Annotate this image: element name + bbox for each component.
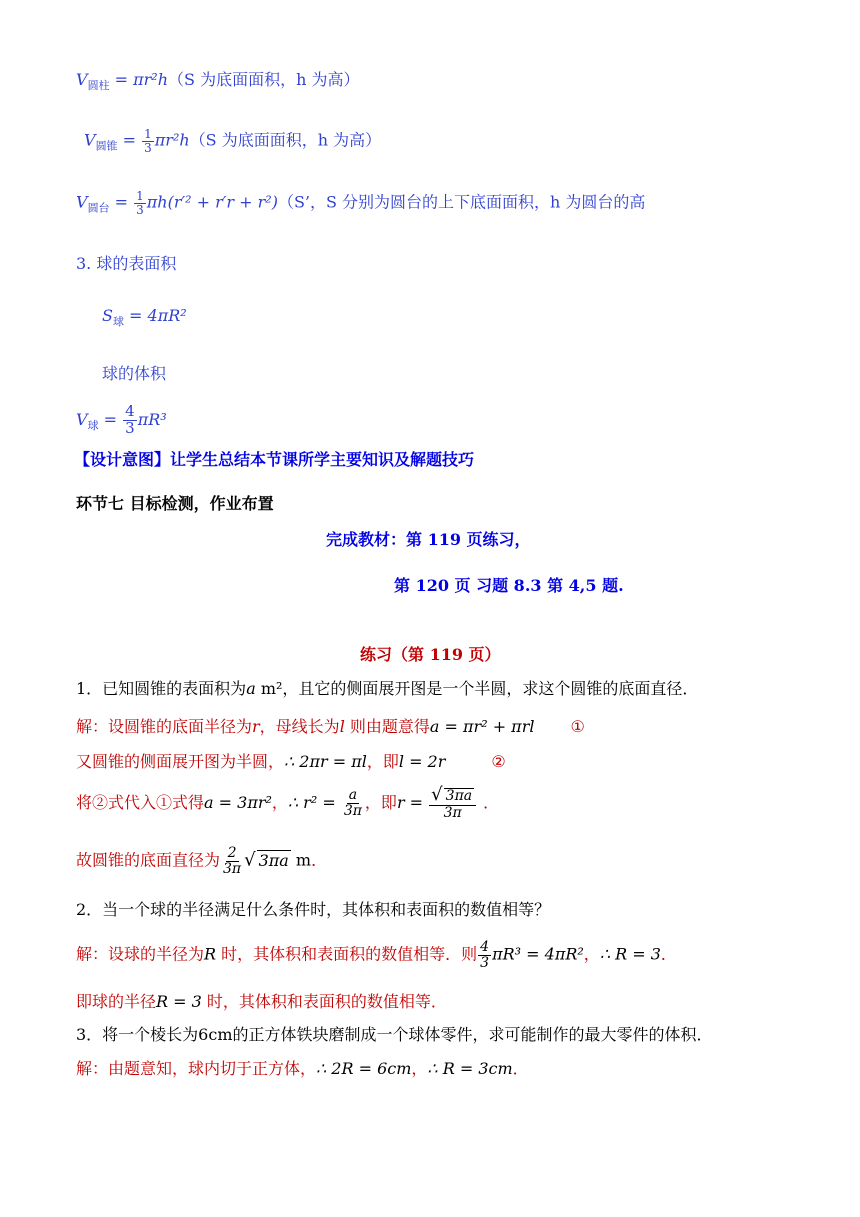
one-third-fraction [134,190,146,216]
design-intent: 【设计意图】让学生总结本节课所学主要知识及解题技巧 [74,450,475,469]
solution-text: ， [583,944,600,964]
equation-tag: ① [570,717,585,736]
equals-sign: = [98,409,123,429]
solution-text: ， [411,1059,428,1078]
fraction-numerator: 2 [227,845,237,861]
cylinder-volume-symbol: V [76,70,88,89]
frustum-volume-expression: πh(r′² + r′r + r²) [146,192,278,212]
equals-sign: = [109,192,134,212]
fraction-denominator: 3 [125,418,135,437]
sphere-volume-formula [76,404,167,437]
equation: ∴ r² = [287,792,341,812]
fraction-numerator: 4 [480,939,490,955]
q2-solution-step-2 [76,992,447,1011]
solution-text: ，即 [366,752,399,771]
fraction-denominator: 3π [223,860,242,877]
solution-text: 解：设球的半径为 [76,944,205,964]
cone-volume-expression: πr²h [154,130,190,150]
equation: ∴ R = 3cm [427,1059,513,1078]
cone-volume-symbol: V [84,130,96,150]
sphere-subscript: 球 [87,418,99,432]
exercise-title: 练习（第 119 页） [360,645,501,664]
q1-solution-step-3 [76,786,499,821]
fraction [221,846,243,876]
fraction-numerator: 1 [144,127,152,141]
question-text: ，且它的侧面展开图是一个半圆，求这个圆锥的底面直径． [282,679,699,698]
equation: ∴ 2πr = πl [284,752,367,771]
solution-text: ， [271,792,288,812]
q2-solution-step-1 [76,940,677,970]
equation: ∴ 2R = 6cm [316,1059,412,1078]
question-3: 3．将一个棱长为6cm的正方体铁块磨制成一个球体零件，求可能制作的最大零件的体积． [76,1025,713,1044]
equation: a = πr² + πrl [429,717,535,736]
equation: a = 3πr² [204,792,272,812]
q1-solution-step-4 [76,846,327,876]
fraction-denominator: 3 [480,954,490,971]
solution-text: ，母线长为 [259,717,340,736]
sphere-area-expression: = 4πR² [123,306,187,325]
question-1 [76,679,698,698]
equation-tag: ② [491,752,506,771]
sphere-volume-label: 球的体积 [102,364,167,383]
fraction [342,788,364,818]
sphere-volume-expression: πR³ [137,409,167,429]
sphere-subscript: 球 [112,315,124,328]
fraction-denominator: 3 [136,202,144,217]
four-thirds-fraction [123,404,137,437]
cone-subscript: 圆锥 [95,139,118,153]
equals-sign: = [117,130,142,150]
fraction-denominator: 3π [343,802,362,819]
section-seven-heading: 环节七 目标检测，作业布置 [76,494,274,513]
sphere-area-symbol: S [102,306,113,325]
sphere-area-heading: 3. 球的表面积 [76,254,177,273]
period: ． [483,792,500,812]
solution-text: 时，其体积和表面积的数值相等．则 [216,944,478,964]
solution-text: 时，其体积和表面积的数值相等． [201,992,447,1011]
fraction-numerator: 1 [136,189,144,203]
cone-note: （S 为底面面积，h 为高） [189,130,382,150]
fraction-numerator: a [348,787,358,804]
math-var: r [252,717,260,736]
frustum-volume-symbol: V [76,192,88,212]
sphere-area-formula [102,306,187,328]
sqrt-radicand: 3πa [445,788,473,804]
solution-text: 解：设圆锥的底面半径为 [76,717,253,736]
frustum-note: （S’，S 分别为圆台的上下底面面积，h 为圆台的高 [277,192,646,212]
sqrt-icon: √ [244,849,256,871]
sqrt-icon: √ [431,784,443,805]
frustum-subscript: 圆台 [87,201,110,215]
one-third-fraction [142,128,154,154]
solution-text: 又圆锥的侧面展开图为半圆， [76,752,285,771]
period: ． [311,850,328,870]
q1-solution-step-2 [76,752,506,771]
q3-solution-step-1 [76,1059,529,1078]
solution-text: 解：由题意知，球内切于正方体， [76,1059,317,1078]
solution-text: 即球的半径 [76,992,157,1011]
equation: r = [396,792,429,812]
question-text: 1．已知圆锥的表面积为 [76,679,247,698]
sqrt-radicand: 3πa [258,850,289,870]
equation: R = 3 [156,992,202,1011]
question-2: 2．当一个球的半径满足什么条件时，其体积和表面积的数值相等？ [76,900,551,919]
equation: πR³ = 4πR² [492,944,584,964]
solution-text: 将②式代入①式得 [76,792,205,812]
math-var: a [246,679,256,698]
homework-line-2: 第 120 页 习题 8.3 第 4,5 题. [394,576,624,595]
solution-text: ，即 [364,792,397,812]
equation: ∴ R = 3 [599,944,661,964]
math-var: R [204,944,217,964]
period: ． [660,944,677,964]
unit: m² [255,679,283,698]
equation: l = 2r [398,752,446,771]
math-var: l [339,717,345,736]
fraction-denominator: 3π [443,804,462,821]
cylinder-subscript: 圆柱 [87,79,110,92]
cone-volume-formula [84,128,381,154]
fraction [478,940,491,970]
cylinder-note: （S 为底面面积，h 为高） [168,70,360,89]
period: ． [512,1059,529,1078]
frustum-volume-formula [76,190,645,216]
fraction [429,786,476,821]
sphere-volume-symbol: V [76,409,88,429]
cylinder-volume-expression: = πr²h [109,70,169,89]
homework-line-1: 完成教材：第 119 页练习， [326,530,531,549]
q1-solution-step-1 [76,717,585,736]
cylinder-volume-formula [76,70,359,92]
fraction-numerator: 4 [125,402,135,420]
fraction-denominator: 3 [144,140,152,155]
unit: m [290,850,312,870]
solution-text: 故圆锥的底面直径为 [76,850,221,870]
solution-text: 则由题意得 [344,717,430,736]
